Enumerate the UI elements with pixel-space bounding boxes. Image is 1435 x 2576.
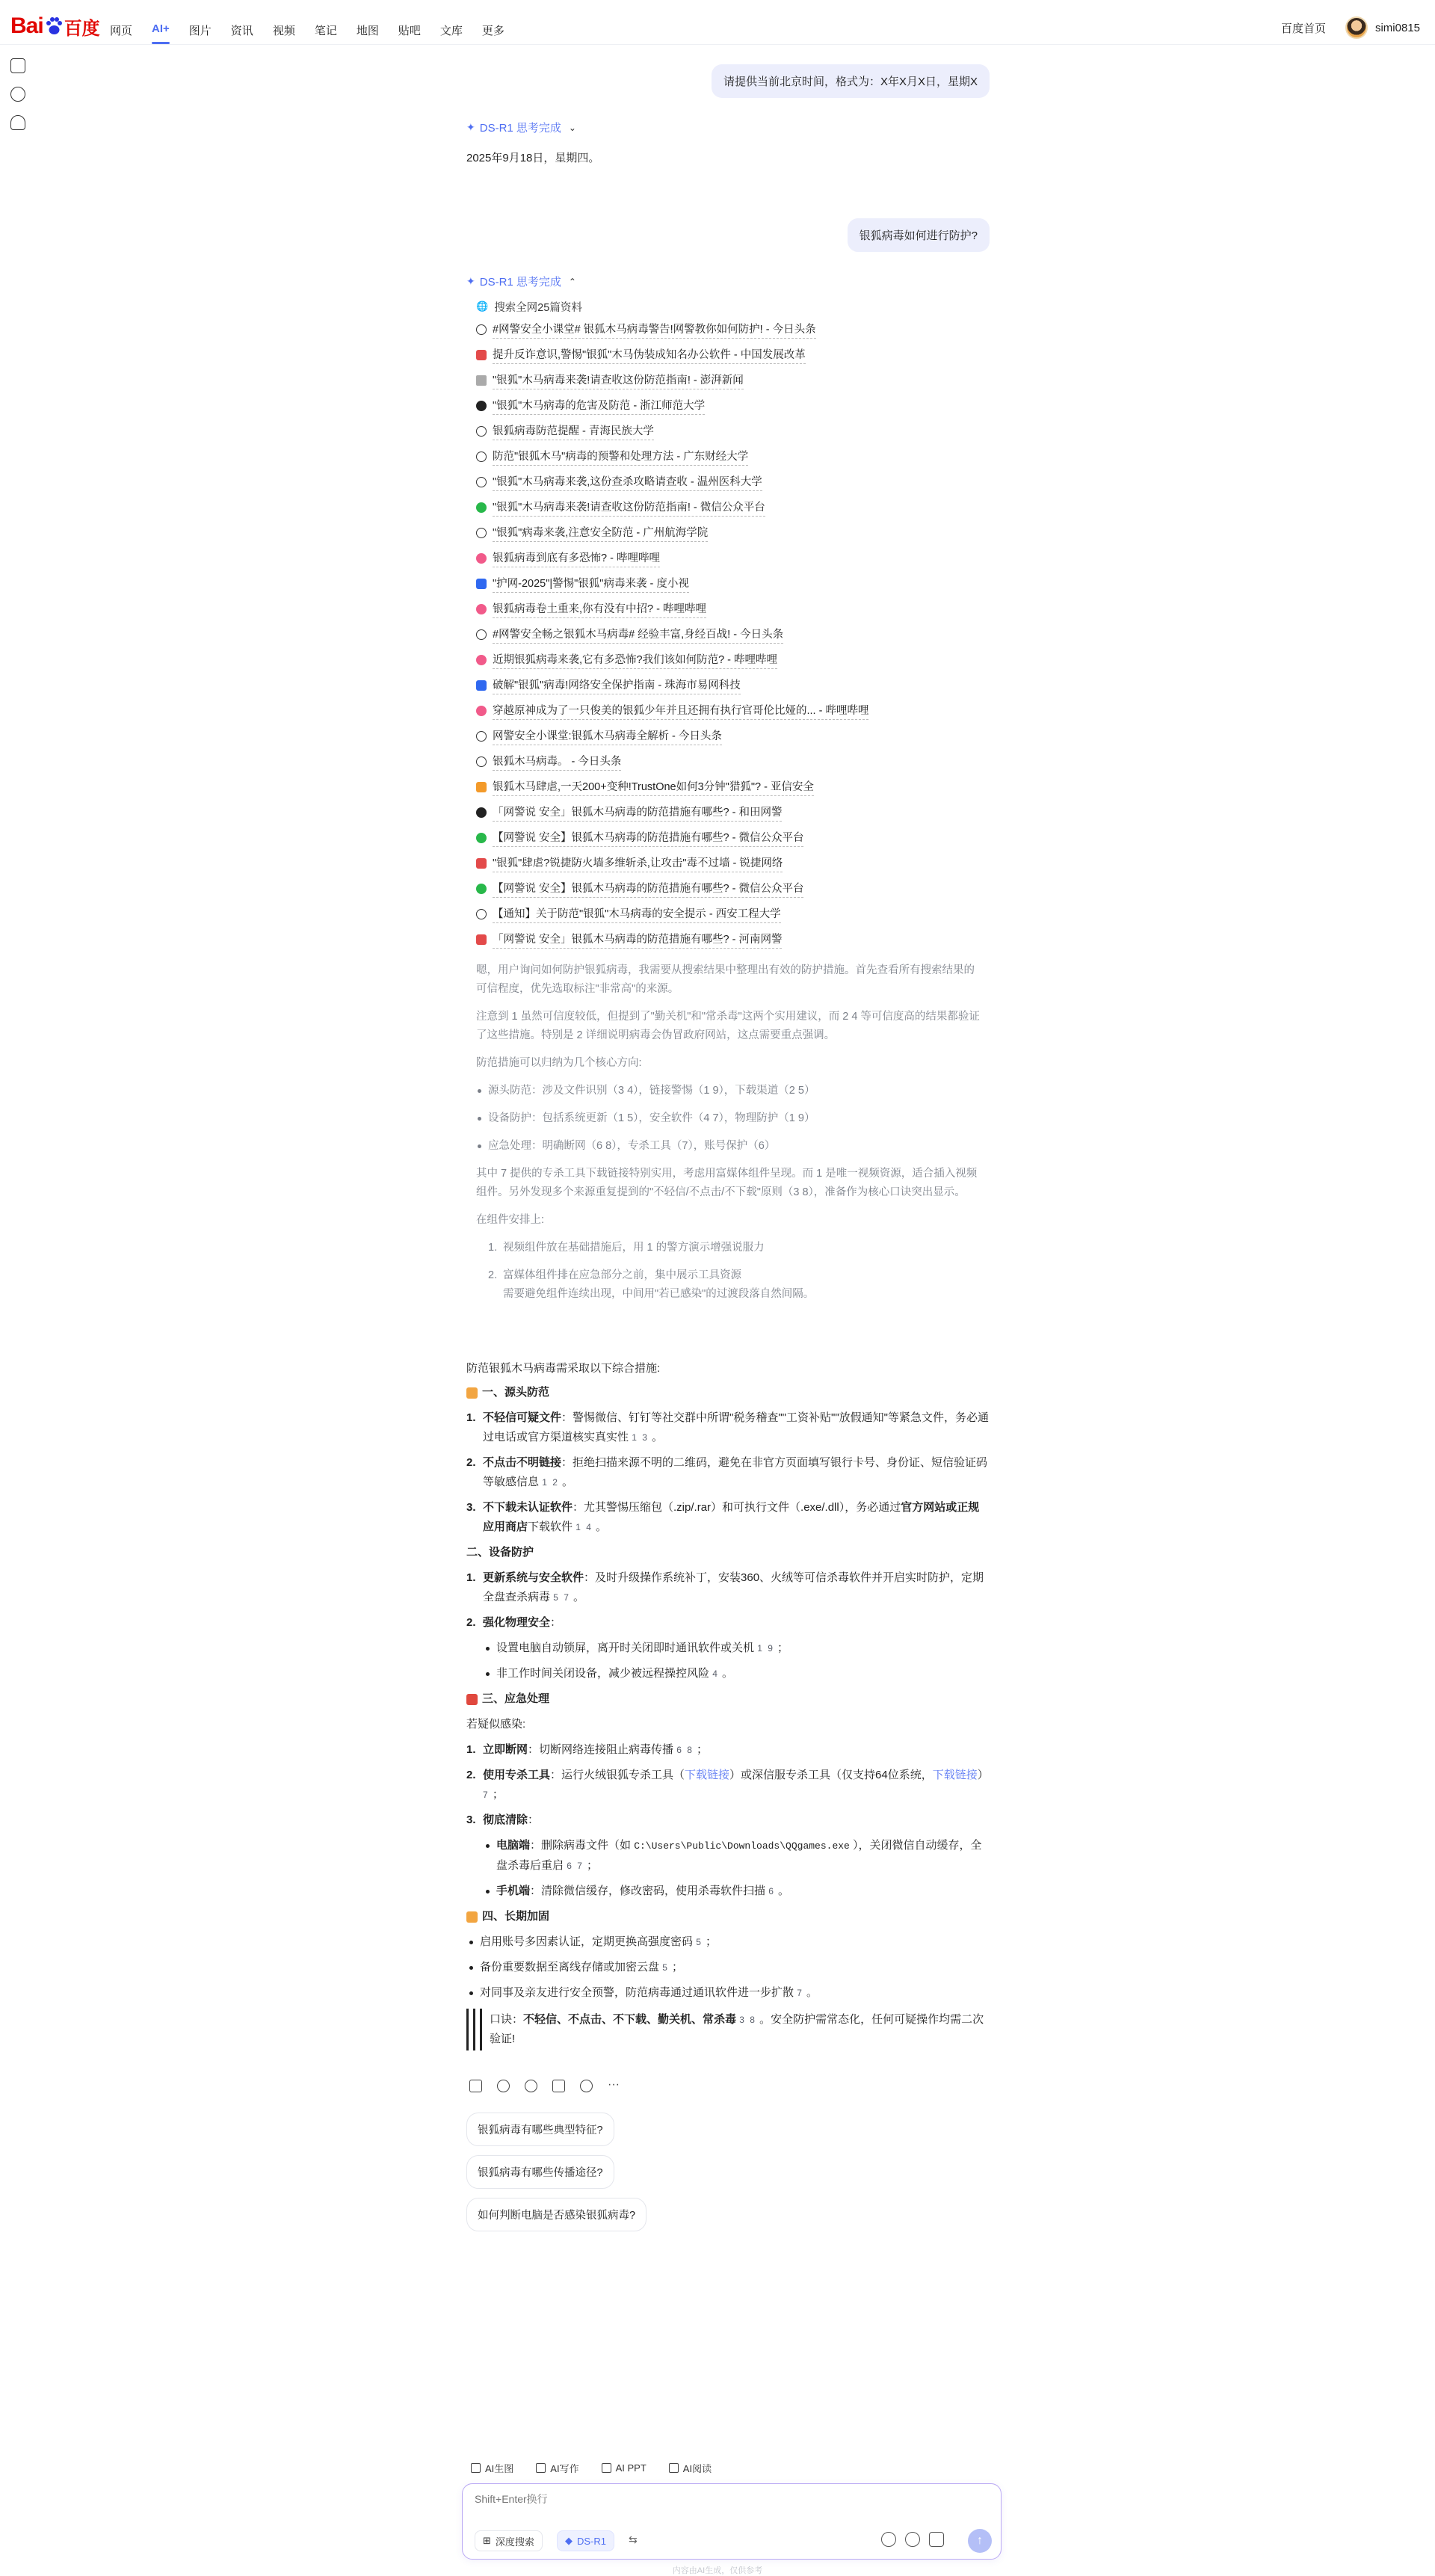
tool-ai-read[interactable]: AI阅读 xyxy=(661,2456,719,2480)
section-intro: 若疑似感染: xyxy=(466,1718,526,1731)
thinking-ordered-list xyxy=(476,1239,984,1304)
site-favicon-icon xyxy=(476,782,487,792)
section-heading: 三、应急处理 xyxy=(466,1689,990,1709)
source-title: 提升反诈意识,警惕"银狐"木马伪装成知名办公软件 - 中国发展改革 xyxy=(493,346,806,364)
site-favicon-icon xyxy=(476,655,487,665)
thinking-list xyxy=(476,1082,984,1156)
image-export-icon[interactable] xyxy=(552,2080,565,2092)
download-link[interactable]: 下载链接 xyxy=(685,1769,730,1781)
source-item[interactable] xyxy=(476,825,999,851)
tool-ai-write[interactable]: AI写作 xyxy=(528,2456,586,2480)
send-button[interactable]: ↑ xyxy=(968,2529,992,2553)
source-item[interactable] xyxy=(476,419,999,444)
logo-text-cn: 百度 xyxy=(64,18,100,39)
sidebar-toggle-icon[interactable] xyxy=(10,58,25,73)
source-item[interactable] xyxy=(476,317,999,342)
pen-icon xyxy=(536,2463,546,2473)
source-item[interactable] xyxy=(476,368,999,393)
list-item: 应急处理：明确断网（6 8），专杀工具（7），账号保护（6） xyxy=(476,1137,984,1156)
nav-video[interactable]: 视频 xyxy=(272,25,295,37)
new-chat-icon[interactable] xyxy=(10,87,25,102)
list-item: 3. 不下载未认证软件：尤其警惕压缩包（.zip/.rar）和可执行文件（.exe/.dll），务必通过官方网站或正规应用商店下载软件 1 4 。 xyxy=(466,1501,980,1533)
source-title: 网警安全小课堂:银狐木马病毒全解析 - 今日头条 xyxy=(493,727,722,745)
image-upload-icon[interactable] xyxy=(929,2532,944,2547)
list-item: 设备防护：包括系统更新（1 5），安全软件（4 7），物理防护（1 9） xyxy=(476,1109,984,1128)
thinking-para: 注意到 1 虽然可信度较低，但提到了"勤关机"和"常杀毒"这两个实用建议，而 2 4 等可信度高的结果都验证了这些措施。特别是 2 详细说明病毒会伪冒政府网站，这点需要重点强调。 xyxy=(476,1011,980,1041)
source-item[interactable] xyxy=(476,597,999,622)
source-item[interactable] xyxy=(476,927,999,952)
globe-icon xyxy=(476,477,487,487)
list-item: 2. 强化物理安全： xyxy=(466,1616,562,1629)
footer-disclaimer: 内容由AI生成，仅供参考 xyxy=(672,2566,763,2575)
think-status[interactable] xyxy=(466,274,576,289)
nav-images[interactable]: 图片 xyxy=(188,25,212,37)
shield-icon xyxy=(466,1911,478,1923)
source-list xyxy=(476,317,999,952)
image-icon xyxy=(471,2463,481,2473)
chevron-up-icon: ⌃ xyxy=(568,276,576,287)
edit-icon[interactable] xyxy=(525,2080,537,2092)
source-item[interactable] xyxy=(476,393,999,419)
think-status[interactable] xyxy=(466,120,576,135)
share-icon[interactable] xyxy=(580,2080,593,2092)
left-rail xyxy=(10,58,25,130)
think-label: DS-R1 思考完成 xyxy=(479,276,561,289)
source-title: 【网警说 安全】银狐木马病毒的防范措施有哪些? - 微信公众平台 xyxy=(493,880,803,898)
source-item[interactable] xyxy=(476,724,999,749)
copy-icon[interactable] xyxy=(469,2080,482,2092)
source-title: #网警安全畅之银狐木马病毒# 经验丰富,身经百战! - 今日头条 xyxy=(493,626,783,644)
suggestion-chip[interactable]: 银狐病毒有哪些典型特征? xyxy=(466,2113,614,2146)
ai-tools xyxy=(463,2456,719,2480)
source-title: 防范"银狐木马"病毒的预警和处理方法 - 广东财经大学 xyxy=(493,448,748,466)
source-title: "护网-2025"|警惕"银狐"病毒来袭 - 度小视 xyxy=(493,575,689,593)
deep-search-toggle[interactable]: ⊞ 深度搜索 xyxy=(475,2530,543,2551)
source-item[interactable] xyxy=(476,546,999,571)
source-title: "银狐"木马病毒来袭,这份查杀攻略请查收 - 温州医科大学 xyxy=(493,473,762,491)
list-item: 2. 不点击不明链接：拒绝扫描来源不明的二维码，避免在非官方页面填写银行卡号、身份证、短信验证码等敏感信息 1 2 。 xyxy=(466,1456,988,1488)
user-menu[interactable] xyxy=(1345,16,1420,39)
globe-icon xyxy=(476,426,487,437)
source-item[interactable] xyxy=(476,495,999,520)
source-title: 穿越原神成为了一只俊美的银狐少年并且还拥有执行官哥伦比娅的... - 哔哩哔哩 xyxy=(493,702,868,720)
search-count: 搜索全网25篇资料 xyxy=(494,301,582,314)
more-icon[interactable]: ··· xyxy=(608,2078,620,2091)
source-title: "银狐"病毒来袭,注意安全防范 - 广州航海学院 xyxy=(493,524,708,542)
source-item[interactable] xyxy=(476,851,999,876)
site-favicon-icon xyxy=(476,807,487,818)
nav-web[interactable]: 网页 xyxy=(110,25,133,37)
source-title: 银狐病毒卷土重来,你有没有中招? - 哔哩哔哩 xyxy=(493,600,706,618)
globe-icon xyxy=(476,452,487,462)
nav-ai[interactable]: AI+ xyxy=(152,22,170,38)
globe-icon xyxy=(476,731,487,742)
key-motto: 口诀：不轻信、不点击、不下载、勤关机、常杀毒 3 8 。安全防护需常态化，任何可疑操作均需二次验证! xyxy=(466,2009,990,2050)
nav-wenku[interactable]: 文库 xyxy=(439,25,463,37)
list-item: 1. 立即断网：切断网络连接阻止病毒传播 6 8 ； xyxy=(466,1743,709,1756)
quote-bars xyxy=(466,2009,482,2050)
source-title: "银狐"木马病毒来袭!请查收这份防范指南! - 微信公众平台 xyxy=(493,499,765,517)
list-item: 对同事及亲友进行安全预警，防范病毒通过通讯软件进一步扩散 7 。 xyxy=(466,1983,990,2003)
nav-map[interactable]: 地图 xyxy=(356,25,379,37)
list-item: 设置电脑自动锁屏，离开时关闭即时通讯软件或关机 1 9 ； xyxy=(466,1639,990,1658)
suggestion-chip[interactable]: 如何判断电脑是否感染银狐病毒? xyxy=(466,2198,646,2231)
source-title: 银狐木马病毒。 - 今日头条 xyxy=(493,753,621,771)
thinking-para: 嗯，用户询问如何防护银狐病毒，我需要从搜索结果中整理出有效的防护措施。首先查看所有搜索结果的可信程度，优先选取标注"非常高"的来源。 xyxy=(476,964,975,995)
model-selector[interactable]: ◆ DS-R1 xyxy=(557,2530,614,2551)
top-bar xyxy=(0,0,1435,45)
list-item: 启用账号多因素认证，定期更换高强度密码 5 ； xyxy=(466,1932,990,1952)
site-favicon-icon xyxy=(476,604,487,614)
source-title: 银狐病毒到底有多恐怖? - 哔哩哔哩 xyxy=(493,549,660,567)
source-item[interactable] xyxy=(476,749,999,774)
source-title: 银狐木马肆虐,一天200+变种!TrustOne如何3分钟"猎狐"? - 亚信安全 xyxy=(493,778,814,796)
answer-intro: 防范银狐木马病毒需采取以下综合措施: xyxy=(466,1362,661,1375)
list-item: 3. 彻底清除： xyxy=(466,1814,540,1826)
list-item: 备份重要数据至离线存储或加密云盘 5 ； xyxy=(466,1958,990,1977)
list-item: 1. 更新系统与安全软件：及时升级操作系统补丁，安装360、火绒等可信杀毒软件并开启实时防护，定期全盘查杀病毒 5 7 。 xyxy=(466,1571,984,1603)
logo-text-bai: Bai xyxy=(10,13,43,38)
nav-more[interactable]: 更多 xyxy=(481,25,504,37)
tool-ai-ppt[interactable]: AI PPT xyxy=(594,2456,654,2480)
source-item[interactable] xyxy=(476,469,999,495)
answer-text: 2025年9月18日，星期四。 xyxy=(466,152,600,164)
source-title: 破解"银狐"病毒!网络安全保护指南 - 珠海市易网科技 xyxy=(493,677,741,694)
source-title: 「网警说 安全」银狐木马病毒的防范措施有哪些? - 和田网警 xyxy=(493,804,782,822)
source-title: 【通知】关于防范"银狐"木马病毒的安全提示 - 西安工程大学 xyxy=(493,905,781,923)
book-icon xyxy=(669,2463,679,2473)
deep-search-icon: ⊞ xyxy=(483,2535,491,2546)
nav-tieba[interactable]: 贴吧 xyxy=(398,25,421,37)
attach-icon[interactable] xyxy=(905,2532,920,2547)
source-item[interactable] xyxy=(476,774,999,800)
site-favicon-icon xyxy=(476,934,487,945)
switch-model-icon[interactable]: ⇆ xyxy=(629,2533,638,2545)
list-item: 源头防范：涉及文件识别（3 4），链接警惕（1 9），下载渠道（2 5） xyxy=(476,1082,984,1100)
tool-ai-image[interactable]: AI生图 xyxy=(463,2456,521,2480)
source-title: 「网警说 安全」银狐木马病毒的防范措施有哪些? - 河南网警 xyxy=(493,931,782,949)
source-item[interactable] xyxy=(476,800,999,825)
cloud-icon[interactable] xyxy=(10,115,25,130)
globe-icon xyxy=(476,324,487,335)
source-item[interactable] xyxy=(476,444,999,469)
globe-icon xyxy=(476,757,487,767)
source-item[interactable] xyxy=(476,571,999,597)
search-globe-icon: 🌐 xyxy=(476,301,489,312)
section-heading: 二、设备防护 xyxy=(466,1546,534,1559)
site-favicon-icon xyxy=(476,579,487,589)
source-item[interactable] xyxy=(476,673,999,698)
download-link[interactable]: 下载链接 xyxy=(932,1769,978,1781)
thinking-process xyxy=(476,961,984,1313)
chevron-down-icon: ⌄ xyxy=(568,122,576,133)
answer-actions xyxy=(469,2080,620,2092)
speaker-icon[interactable] xyxy=(497,2080,510,2092)
suggestion-chip[interactable]: 银狐病毒有哪些传播途径? xyxy=(466,2155,614,2189)
home-link[interactable]: 百度首页 xyxy=(1280,22,1326,35)
list-item: 1. 视频组件放在基础措施后，用 1 的警方演示增强说服力 xyxy=(488,1242,765,1254)
paw-icon xyxy=(44,16,64,36)
site-favicon-icon xyxy=(476,350,487,360)
site-favicon-icon xyxy=(476,502,487,513)
section-heading: 四、长期加固 xyxy=(466,1907,990,1926)
source-item[interactable] xyxy=(476,902,999,927)
list-item: 非工作时间关闭设备，减少被远程操控风险 4 。 xyxy=(466,1664,990,1683)
chat-input[interactable] xyxy=(475,2493,983,2505)
sparkle-icon: ✦ xyxy=(466,121,475,133)
list-item: 电脑端：删除病毒文件（如 C:\Users\Public\Downloads\QQgames.exe ），关闭微信自动缓存，全盘杀毒后重启 6 7 ； xyxy=(466,1836,990,1876)
globe-icon xyxy=(476,528,487,538)
help-icon[interactable] xyxy=(881,2532,896,2547)
list-item: 2. 富媒体组件排在应急部分之前，集中展示工具资源 xyxy=(488,1269,742,1281)
site-favicon-icon xyxy=(476,680,487,691)
top-nav xyxy=(110,22,524,38)
model-icon: ◆ xyxy=(565,2535,573,2546)
globe-icon xyxy=(476,909,487,919)
top-right xyxy=(1281,16,1420,39)
list-item: 手机端：清除微信缓存，修改密码，使用杀毒软件扫描 6 。 xyxy=(466,1882,990,1901)
source-item[interactable] xyxy=(476,622,999,647)
username: simi0815 xyxy=(1374,21,1420,34)
source-title: 银狐病毒防范提醒 - 青海民族大学 xyxy=(493,422,654,440)
user-message: 银狐病毒如何进行防护? xyxy=(848,218,990,252)
site-favicon-icon xyxy=(476,858,487,869)
section-heading: 一、源头防范 xyxy=(466,1383,990,1402)
thinking-para: 防范措施可以归纳为几个核心方向: xyxy=(476,1057,642,1069)
globe-icon xyxy=(476,629,487,640)
sparkle-icon: ✦ xyxy=(466,275,475,287)
source-item[interactable] xyxy=(476,698,999,724)
source-title: 【网警说 安全】银狐木马病毒的防范措施有哪些? - 微信公众平台 xyxy=(493,829,803,847)
list-item: 需要避免组件连续出现，中间用"若已感染"的过渡段落自然间隔。 xyxy=(503,1288,815,1300)
chat-input-box xyxy=(462,2483,1002,2560)
source-item[interactable] xyxy=(476,876,999,902)
source-title: #网警安全小课堂# 银狐木马病毒警告!网警教你如何防护! - 今日头条 xyxy=(493,321,816,339)
source-title: "银狐"木马病毒来袭!请查收这份防范指南! - 澎湃新闻 xyxy=(493,372,744,389)
source-title: 近期银狐病毒来袭,它有多恐怖?我们该如何防范? - 哔哩哔哩 xyxy=(493,651,777,669)
source-item[interactable] xyxy=(476,647,999,673)
source-item[interactable] xyxy=(476,342,999,368)
user-message: 请提供当前北京时间，格式为：X年X月X日，星期X xyxy=(712,64,990,98)
search-header xyxy=(476,296,999,317)
site-favicon-icon xyxy=(476,401,487,411)
baidu-logo[interactable] xyxy=(10,13,100,39)
search-sources xyxy=(476,296,999,952)
think-label: DS-R1 思考完成 xyxy=(479,122,561,135)
source-title: "银狐"木马病毒的危害及防范 - 浙江师范大学 xyxy=(493,397,705,415)
nav-news[interactable]: 资讯 xyxy=(230,25,253,37)
site-favicon-icon xyxy=(476,884,487,894)
list-item: 2. 使用专杀工具：运行火绒银狐专杀工具（下载链接）或深信服专杀工具（仅支持64位系统，下载链接） 7 ； xyxy=(466,1769,989,1801)
site-favicon-icon xyxy=(476,706,487,716)
answer-body xyxy=(466,1359,990,2050)
alert-icon xyxy=(466,1694,478,1705)
ppt-icon xyxy=(602,2463,611,2473)
lock-icon xyxy=(466,1387,478,1399)
site-favicon-icon xyxy=(476,833,487,843)
site-favicon-icon xyxy=(476,375,487,386)
source-title: "银狐"肆虐?锐捷防火墙多维斩杀,让攻击"毒不过墙 - 锐捷网络 xyxy=(493,854,783,872)
list-item: 1. 不轻信可疑文件：警惕微信、钉钉等社交群中所谓"税务稽查""工资补贴""放假通知"等紧急文件，务必通过电话或官方渠道核实真实性 1 3 。 xyxy=(466,1411,989,1443)
avatar xyxy=(1345,16,1368,39)
nav-notes[interactable]: 笔记 xyxy=(314,25,337,37)
thinking-para: 其中 7 提供的专杀工具下载链接特别实用，考虑用富媒体组件呈现。而 1 是唯一视频资源，适合插入视频组件。另外发现多个来源重复提到的"不轻信/不点击/不下载"原则（3 8），准备作为核心口诀突出显示。 xyxy=(476,1168,978,1198)
site-favicon-icon xyxy=(476,553,487,564)
thinking-para: 在组件安排上: xyxy=(476,1214,545,1226)
source-item[interactable] xyxy=(476,520,999,546)
